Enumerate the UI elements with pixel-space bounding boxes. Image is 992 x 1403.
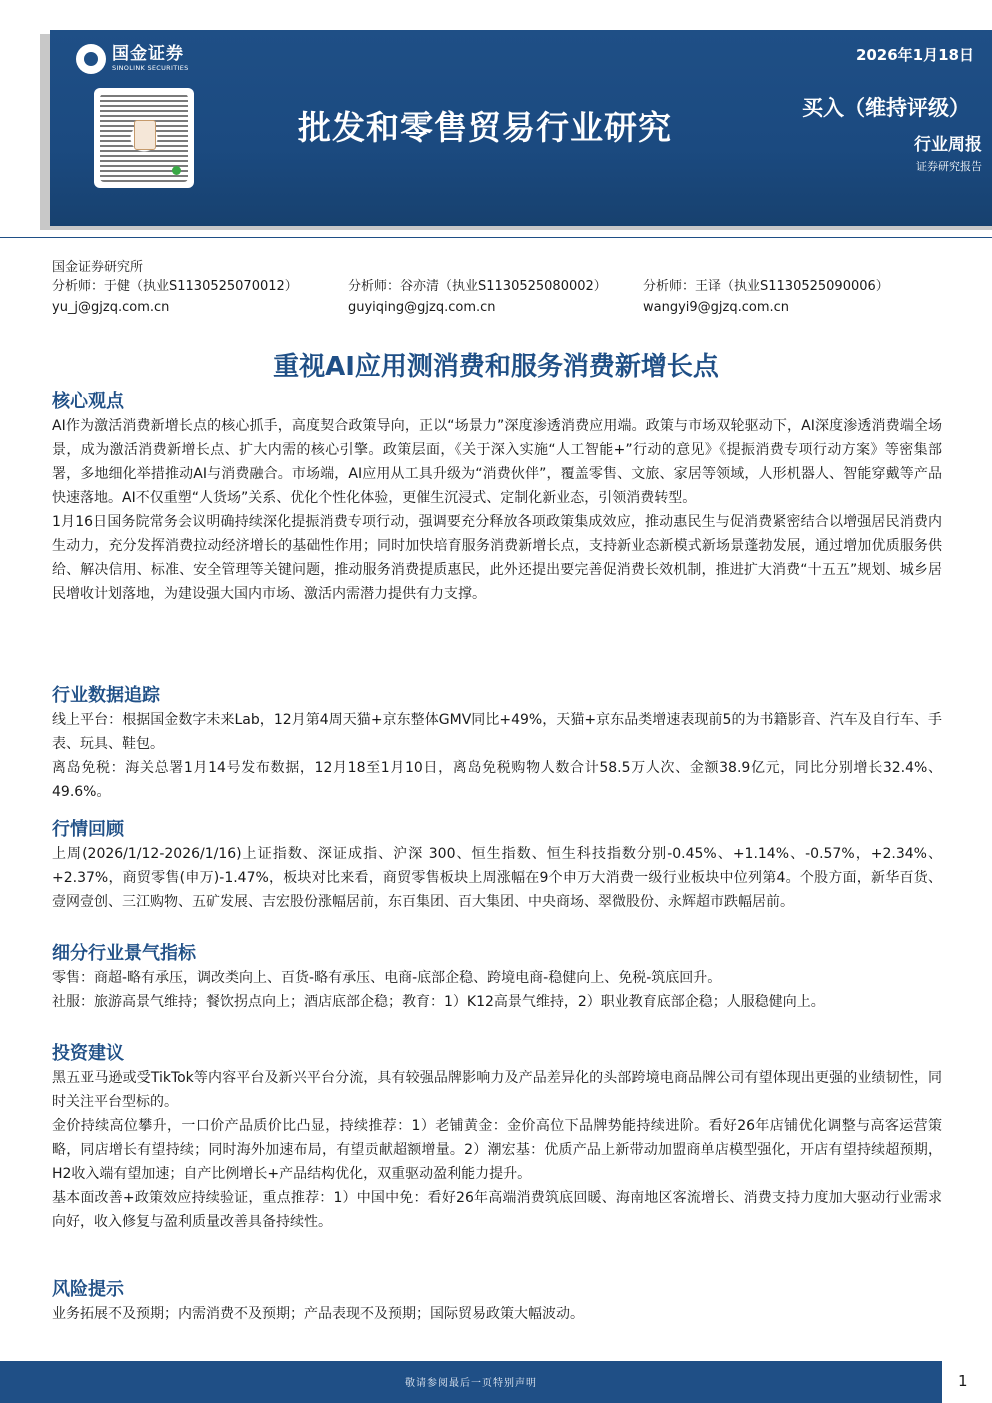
paragraph: 业务拓展不及预期；内需消费不及预期；产品表现不及预期；国际贸易政策大幅波动。 <box>52 1306 584 1322</box>
wechat-dot-icon <box>172 166 181 175</box>
paragraph: 1月16日国务院常务会议明确持续深化提振消费专项行动，强调要充分释放各项政策集成效应，推动惠民生与促消费紧密结合以增强居民消费内生动力，充分发挥消费拉动经济增长的基础性作用；同时加快培育服务消费新增长点，支持新业态新模式新场景蓬勃发展，通过增加优质服务供给、解决信用、标准、安全管理等关键问题，推动服务消费提质惠民，此外还提出要完善促消费长效机制，推进扩大消费“十五五”规划、城乡居民增收计划落地，为建设强大国内市场、激活内需潜力提供有力支撑。 <box>52 514 942 602</box>
footer-disclaimer[interactable]: 敬请参阅最后一页特别声明 <box>405 1378 537 1389</box>
section-heading: 投资建议 <box>52 1043 124 1064</box>
main-title: 重视AI应用测消费和服务消费新增长点 <box>273 352 719 382</box>
paragraph: 社服：旅游高景气维持；餐饮拐点向上；酒店底部企稳；教育：1）K12高景气维持，2）职业教育底部企稳；人服稳健向上。 <box>52 994 825 1010</box>
report-title: 批发和零售贸易行业研究 <box>298 108 672 147</box>
header-divider <box>0 237 992 238</box>
analyst-line: 分析师：谷亦清（执业S1130525080002） <box>348 279 607 294</box>
section-risk <box>52 1278 942 1326</box>
section-heading: 核心观点 <box>52 391 124 412</box>
analyst-line: 分析师：于健（执业S1130525070012） <box>52 279 298 294</box>
section-heading: 行业数据追踪 <box>52 685 160 706</box>
analyst-block <box>643 276 889 318</box>
section-core-view <box>52 390 942 606</box>
report-subtype: 证券研究报告 <box>916 160 982 173</box>
paragraph: 金价持续高位攀升，一口价产品质价比凸显，持续推荐：1）老铺黄金：金价高位下品牌势能持续进阶。看好26年店铺优化调整与高客运营策略，同店增长有望持续；同时海外加速布局，有望贡献超额增量。2）潮宏基：优质产品上新带动加盟商单店模型强化，开店有望持续超预期，H2收入端有望加速；自产比例增长+产品结构优化，双重驱动盈利能力提升。 <box>52 1118 942 1182</box>
analyst-line: 分析师：王译（执业S1130525090006） <box>643 279 889 294</box>
logo-en-text: SINOLINK SECURITIES <box>112 64 189 72</box>
analyst-block <box>348 276 607 318</box>
section-market-review <box>52 818 942 914</box>
page-number: 1 <box>958 1372 968 1390</box>
paragraph: AI作为激活消费新增长点的核心抓手，高度契合政策导向，正以“场景力”深度渗透消费应用端。政策与市场双轮驱动下，AI深度渗透消费端全场景，成为激活消费新增长点、扩大内需的核心引擎。政策层面，《关于深入实施“人工智能+”行动的意见》《提振消费专项行动方案》等密集部署，多地细化举措推动AI与消费融合。市场端，AI应用从工具升级为“消费伙伴”，覆盖零售、文旅、家居等领域，人形机器人、智能穿戴等产品快速落地。AI不仅重塑“人货场”关系、优化个性化体验，更催生沉浸式、定制化新业态，引领消费转型。 <box>52 418 942 506</box>
section-heading: 行情回顾 <box>52 819 124 840</box>
paragraph: 线上平台：根据国金数字未来Lab，12月第4周天猫+京东整体GMV同比+49%，天猫+京东品类增速表现前5的为书籍影音、汽车及自行车、手表、玩具、鞋包。 <box>52 712 942 752</box>
analyst-email[interactable]: guyiqing@gjzq.com.cn <box>348 300 496 315</box>
qr-code-icon <box>94 88 194 188</box>
report-type: 行业周报 <box>914 135 982 155</box>
paragraph: 零售：商超-略有承压，调改类向上、百货-略有承压、电商-底部企稳、跨境电商-稳健向上、免税-筑底回升。 <box>52 970 722 986</box>
analyst-email[interactable]: wangyi9@gjzq.com.cn <box>643 300 790 315</box>
section-heading: 风险提示 <box>52 1279 124 1300</box>
section-industry-data <box>52 684 942 804</box>
paragraph: 基本面改善+政策效应持续验证，重点推荐：1）中国中免：看好26年高端消费筑底回暖、海南地区客流增长、消费支持力度加大驱动行业需求向好，收入修复与盈利质量改善具备持续性。 <box>52 1190 942 1230</box>
paragraph: 黑五亚马逊或受TikTok等内容平台及新兴平台分流，具有较强品牌影响力及产品差异化的头部跨境电商品牌公司有望体现出更强的业绩韧性，同时关注平台型标的。 <box>52 1070 942 1110</box>
qr-center-badge <box>134 120 156 150</box>
analyst-block <box>52 276 298 318</box>
section-investment-advice <box>52 1042 942 1234</box>
institute-name: 国金证券研究所 <box>52 260 144 275</box>
analyst-email[interactable]: yu_j@gjzq.com.cn <box>52 300 170 315</box>
rating-label: 买入（维持评级） <box>802 96 970 120</box>
report-date: 2026年1月18日 <box>855 46 974 64</box>
paragraph: 离岛免税：海关总署1月14号发布数据，12月18至1月10日，离岛免税购物人数合计58.5万人次、金额38.9亿元，同比分别增长32.4%、49.6%。 <box>52 760 942 800</box>
logo-mark-icon <box>76 44 106 74</box>
company-logo <box>76 44 189 74</box>
section-heading: 细分行业景气指标 <box>52 943 196 964</box>
logo-cn-text: 国金证券 <box>112 44 184 64</box>
paragraph: 上周(2026/1/12-2026/1/16)上证指数、深证成指、沪深 300、恒生指数、恒生科技指数分别-0.45%、+1.14%、-0.57%，+2.34%、+2.37%，商贸零售(申万)-1.47%，板块对比来看，商贸零售板块上周涨幅在9个申万大消费一级行业板块中位列第4。个股方面，新华百货、壹网壹创、三江购物、五矿发展、吉宏股份涨幅居前，东百集团、百大集团、中央商场、翠微股份、永辉超市跌幅居前。 <box>52 846 942 910</box>
section-sub-industry <box>52 942 942 1014</box>
